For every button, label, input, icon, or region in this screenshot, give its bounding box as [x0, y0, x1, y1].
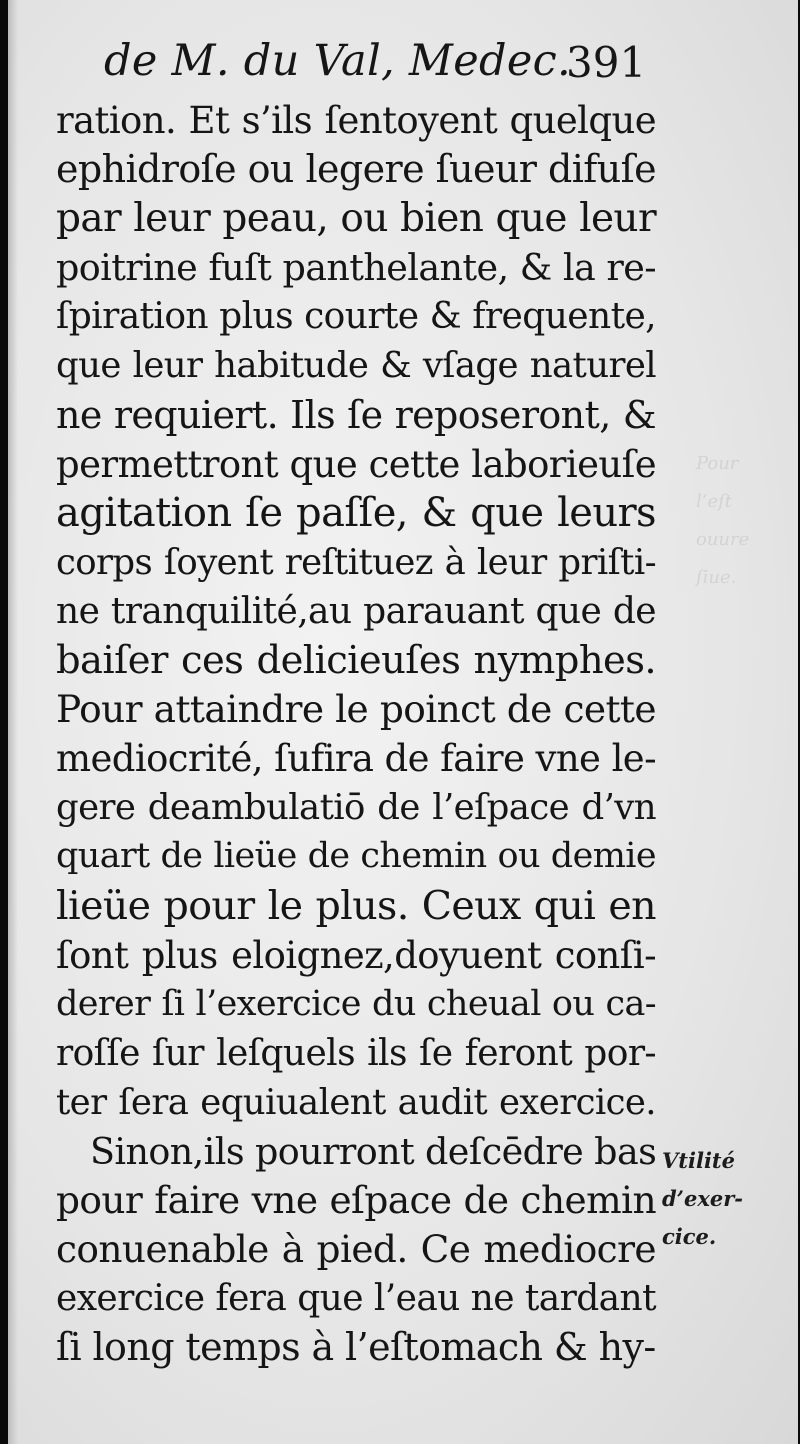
text-line: corps ſoyent reſtituez à leur priſti-	[56, 541, 656, 583]
text-line: baiſer ces delicieuſes nymphes.	[56, 638, 656, 684]
text-line: pour faire vne eſpace de chemin	[56, 1178, 656, 1223]
text-line: conuenable à pied. Ce mediocre	[56, 1227, 656, 1272]
book-page	[8, 0, 798, 1444]
text-line: ſi long temps à l’eſtomach & hy-	[56, 1325, 656, 1370]
text-line: mediocrité, ſufira de faire vne le-	[56, 737, 656, 781]
text-line: exercice fera que l’eau ne tardant	[56, 1278, 656, 1320]
marginal-note-line: cice.	[662, 1224, 717, 1249]
text-line: ne tranquilité,au parauant que de	[56, 590, 656, 632]
text-line: ephidroſe ou legere ſueur difuſe	[56, 147, 656, 192]
page-gutter-shadow	[8, 0, 18, 1444]
marginal-note	[662, 1142, 794, 1256]
text-line: ſont plus eloignez,doyuent conſi-	[56, 933, 656, 977]
marginal-note-line: Vtilité	[662, 1148, 735, 1173]
page-header	[104, 36, 664, 96]
text-line: permettront que cette laborieuſe	[56, 442, 656, 486]
text-line: derer ſi l’exercice du cheual ou ca-	[56, 983, 656, 1024]
text-line: ter ſera equiualent audit exercice.	[56, 1081, 656, 1123]
text-line: par leur peau, ou bien que leur	[56, 196, 656, 242]
text-line: Sinon,ils pourront deſcēdre bas	[90, 1129, 657, 1173]
text-line: roſſe ſur leſquels ils ſe feront por-	[56, 1032, 656, 1074]
page-number: 391	[566, 38, 647, 87]
text-line: ne requiert. Ils ſe reposeront, &	[56, 392, 656, 437]
text-line: que leur habitude & vſage naturel	[56, 345, 656, 387]
running-head: de M. du Val, Medec.	[104, 36, 571, 86]
text-line: lieüe pour le plus. Ceux qui en	[56, 882, 656, 929]
body-text	[56, 96, 656, 1372]
text-line: gere deambulatiō de l’eſpace d’vn	[56, 787, 656, 829]
show-through-text: Pour l’eſt ouure ſiue.	[696, 453, 750, 588]
text-line: ration. Et s’ils ſentoyent quelque	[56, 99, 656, 142]
text-line: ſpiration plus courte & frequente,	[56, 296, 656, 338]
text-line: Pour attaindre le poinct de cette	[56, 687, 656, 732]
text-line: quart de lieüe de chemin ou demie	[56, 836, 656, 877]
text-line: poitrine fuſt panthelante, & la re-	[56, 246, 656, 290]
marginal-note-line: d’exer-	[662, 1186, 744, 1211]
text-line: agitation ſe paſſe, & que leurs	[56, 489, 656, 536]
